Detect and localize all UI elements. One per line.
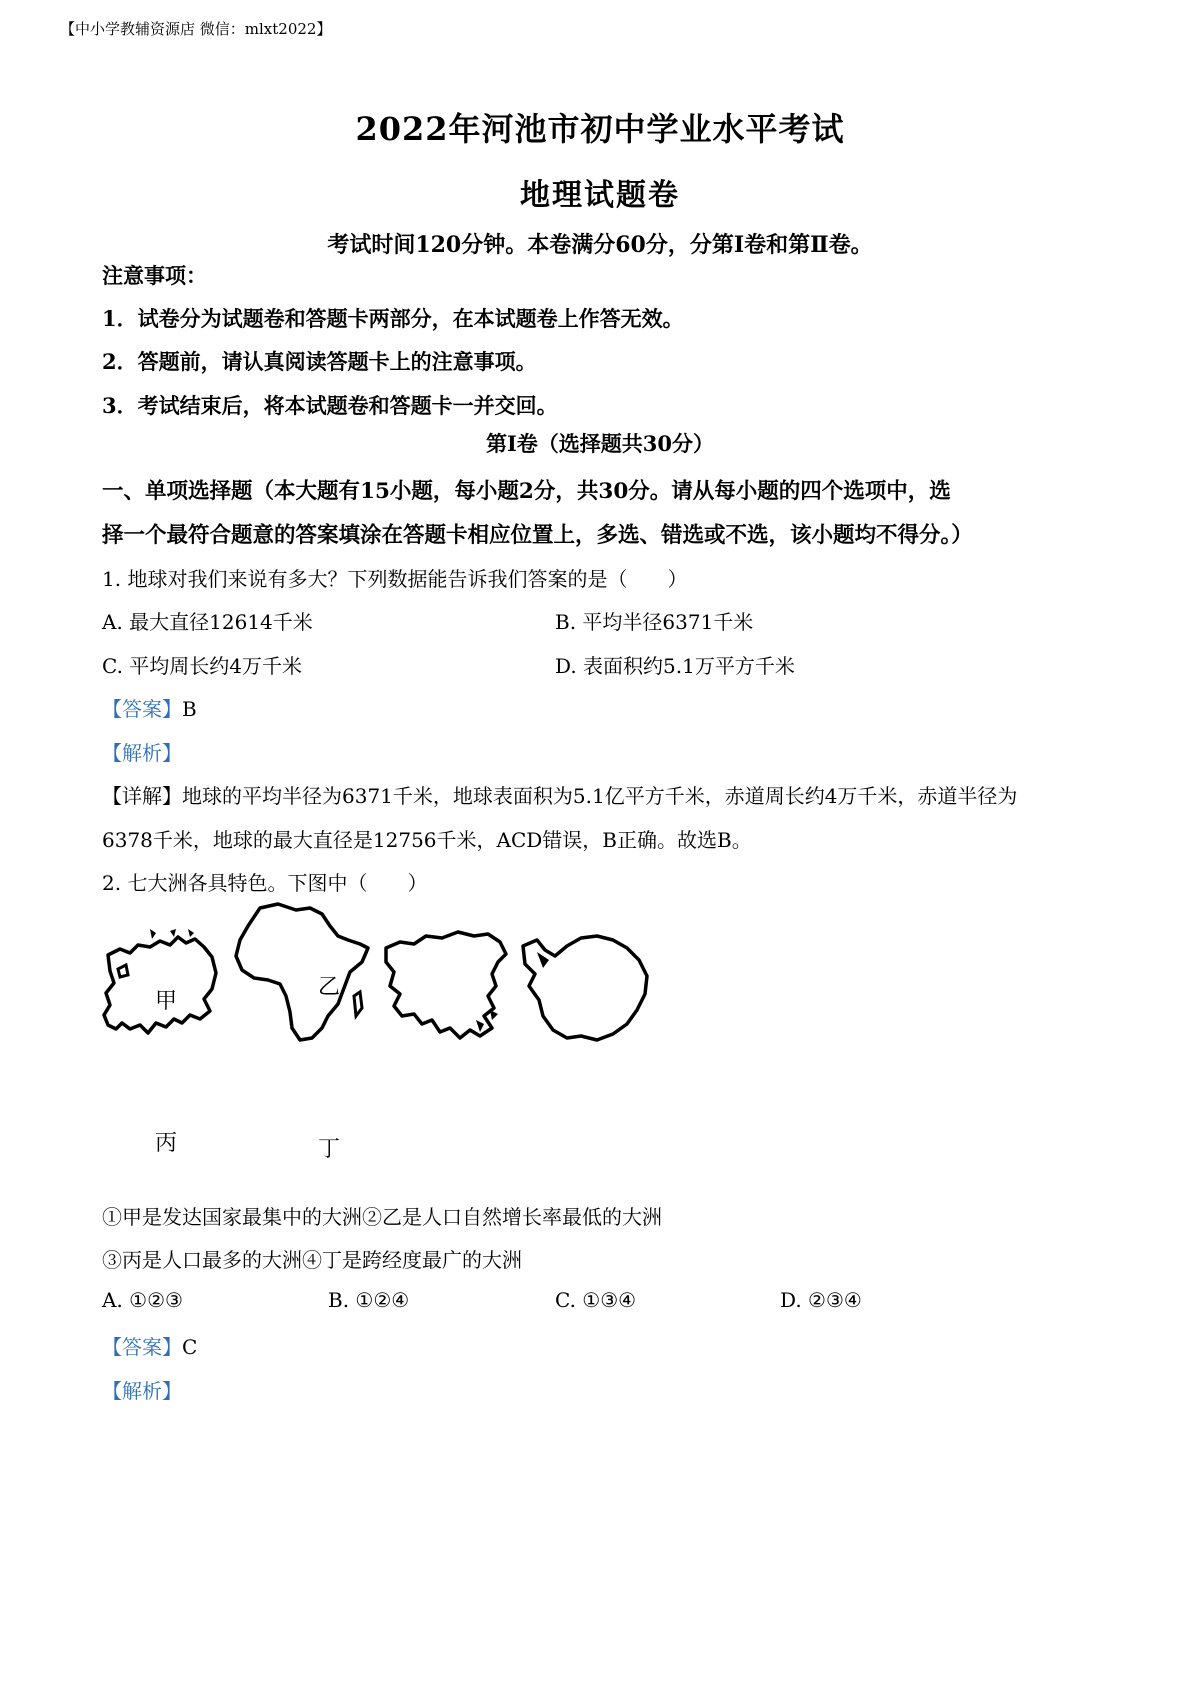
africa-map: [230, 900, 375, 1045]
watermark-text: 【中小学教辅资源店 微信：mlxt2022】: [60, 20, 332, 38]
q1-answer: [102, 693, 197, 722]
q1-stem: 1. 地球对我们来说有多大？下列数据能告诉我们答案的是（ ）: [102, 567, 688, 591]
notes-heading: 注意事项：: [102, 263, 207, 288]
q1-option-a: A. 最大直径12614千米: [102, 610, 313, 634]
q2-statement-1: ①甲是发达国家最集中的大洲②乙是人口自然增长率最低的大洲: [102, 1205, 662, 1229]
note-item-1: 1．试卷分为试题卷和答题卡两部分，在本试题卷上作答无效。: [102, 306, 684, 331]
asia-map: [380, 920, 510, 1045]
q2-option-d: D. ②③④: [780, 1288, 862, 1312]
q2-answer: [102, 1331, 197, 1360]
continent-maps-figure: [100, 900, 400, 1190]
q2-stem: 2. 七大洲各具特色。下图中（ ）: [102, 871, 428, 895]
q1-detail-line2: 6378千米，地球的最大直径是12756千米，ACD错误，B正确。故选B。: [102, 828, 752, 852]
section-title: 第Ⅰ卷（选择题共30分）: [485, 431, 715, 456]
note-item-3: 3．考试结束后，将本试题卷和答题卡一并交回。: [102, 393, 558, 418]
q2-option-b: B. ①②④: [328, 1288, 410, 1312]
exam-subtitle: 地理试题卷: [520, 178, 680, 213]
answer-value: C: [182, 1335, 198, 1359]
q1-option-d: D. 表面积约5.1万平方千米: [555, 654, 795, 678]
q1-analysis-tag: 【解析】: [102, 741, 182, 765]
answer-tag: 【答案】: [102, 1335, 182, 1359]
part-instructions-line1: 一、单项选择题（本大题有15小题，每小题2分，共30分。请从每小题的四个选项中，选: [102, 479, 951, 504]
detail-text-1: 地球的平均半径为6371千米，地球表面积为5.1亿平方千米，赤道周长约4万千米，赤道半径为: [182, 784, 1018, 808]
antarctica-map: [515, 930, 655, 1045]
map-label-jia: 甲: [155, 989, 178, 1014]
map-label-bing: 丙: [155, 1131, 178, 1156]
answer-value: B: [182, 697, 197, 721]
map-label-yi: 乙: [318, 975, 341, 1000]
q2-analysis-tag: 【解析】: [102, 1379, 182, 1403]
note-item-2: 2．答题前，请认真阅读答题卡上的注意事项。: [102, 349, 537, 374]
q1-option-c: C. 平均周长约4万千米: [102, 654, 303, 678]
q1-detail-line1: [102, 780, 1017, 809]
exam-title: 2022年河池市初中学业水平考试: [355, 110, 845, 148]
exam-info: 考试时间120分钟。本卷满分60分，分第Ⅰ卷和第Ⅱ卷。: [327, 232, 873, 258]
answer-tag: 【答案】: [102, 697, 182, 721]
q1-option-b: B. 平均半径6371千米: [555, 610, 754, 634]
map-label-ding: 丁: [318, 1137, 341, 1162]
q2-statement-2: ③丙是人口最多的大洲④丁是跨经度最广的大洲: [102, 1248, 522, 1272]
q2-option-c: C. ①③④: [555, 1288, 637, 1312]
q2-option-a: A. ①②③: [102, 1288, 183, 1312]
detail-tag: 【详解】: [102, 784, 182, 808]
part-instructions-line2: 择一个最符合题意的答案填涂在答题卡相应位置上，多选、错选或不选，该小题均不得分。）: [102, 523, 973, 548]
